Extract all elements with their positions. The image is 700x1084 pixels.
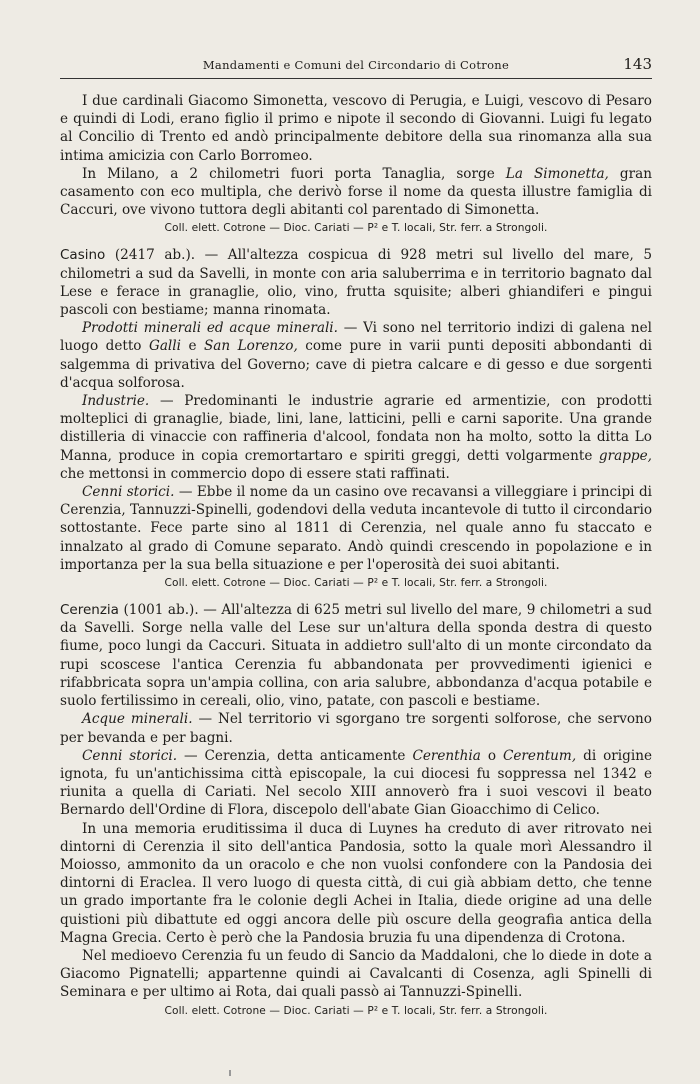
page-number: 143 bbox=[623, 55, 652, 73]
collegio-line: Coll. elett. Cotrone — Dioc. Cariati — P² e T. locali, Str. ferr. a Strongoli. bbox=[164, 1004, 548, 1017]
text-run: o bbox=[480, 747, 503, 764]
text-run: (2417 ab.). — All'altezza cospicua di 928 metri sul livello del mare, 5 chilometri a sud da Savelli, in monte con aria saluberrima e in territorio bagnato dal Lese e ferace in granaglie, olio, vino, frutta squisite; alberi ghiandiferi e pingui pascoli con bestiame; manna rinomata. bbox=[60, 247, 652, 319]
cerenzia-memoria-paragraph: In una memoria eruditissima il duca di Luynes ha creduto di aver ritrovato nei dintorni di Cerenzia il sito dell'antica Pandosia, sotto la quale morì Alessandro il Moiosso, ammonito da un oracolo e che non vuolsi confondere con la Pandosia dei dintorni di Eraclea. Il vero luogo di questa città, di cui già abbiam detto, che tenne un grado importante fra le colonie degli Achei in Italia, diede origine ad una delle quistioni più dibattute ed oggi ancora delle più oscure della geografia antica della Magna Grecia. Certo è però che la Pandosia bruzia fu una dipendenza di Crotona. bbox=[60, 820, 652, 946]
italic-place: Galli bbox=[148, 338, 181, 355]
italic-word: grappe, bbox=[598, 447, 652, 464]
running-header bbox=[60, 54, 652, 79]
casino-cenni-paragraph bbox=[60, 483, 652, 574]
casino-industrie-paragraph bbox=[60, 392, 652, 483]
italic-name: La Simonetta, bbox=[505, 165, 609, 182]
text-run: e bbox=[180, 338, 204, 355]
text-run: come pure in varii punti depositi abbondanti di salgemma di privativa del Governo; cave di pietra calcare e di gesso e due sorgenti d'acqua solforosa. bbox=[60, 338, 653, 391]
section-head: Industrie. bbox=[82, 393, 150, 410]
section-head: Prodotti minerali ed acque minerali. bbox=[82, 320, 338, 337]
section-head: Cenni storici. bbox=[82, 747, 178, 764]
italic-place: San Lorenzo, bbox=[203, 338, 298, 355]
running-title: Mandamenti e Comuni del Circondario di Cotrone bbox=[202, 58, 510, 72]
simonetta-milano-paragraph bbox=[60, 165, 652, 220]
cerenzia-cenni-paragraph bbox=[60, 747, 652, 820]
entry-casino bbox=[60, 246, 652, 319]
entry-heading-cerenzia: Cerenzia bbox=[60, 602, 119, 619]
simonetta-cardinals-paragraph: I due cardinali Giacomo Simonetta, vescovo di Perugia, e Luigi, vescovo di Pesaro e quindi di Lodi, erano figlio il primo e nipote il secondo di Giovanni. Luigi fu legato al Concilio di Trento ed andò principalmente debitore della sua rinomanza alla sua intima amicizia con Carlo Borromeo. bbox=[60, 93, 652, 164]
collegio-line: Coll. elett. Cotrone — Dioc. Cariati — P² e T. locali, Str. ferr. a Strongoli. bbox=[164, 577, 548, 590]
section-head: Acque minerali. bbox=[82, 711, 193, 728]
cerenzia-acque-paragraph bbox=[60, 710, 652, 746]
text-run: — Cerenzia, detta anticamente bbox=[177, 747, 413, 764]
page-body bbox=[60, 92, 652, 1029]
italic-name: Cerentum, bbox=[502, 747, 577, 764]
entry-cerenzia bbox=[60, 601, 652, 710]
casino-prodotti-paragraph bbox=[60, 319, 652, 392]
text-run: (1001 ab.). — All'altezza di 625 metri sul livello del mare, 9 chilometri a sud da Savelli. Sorge nella valle del Lese sur un'altura della sponda destra di questo fiume, poco lungi da Caccuri. Situata in addietro sull'alto di un monte circondato da rupi scoscese l'antica Cerenzia fu abbandonata per provvedimenti igienici e rifabbricata sopra un'ampia collina, con aria salubre, abbondanza d'acqua potabile e suolo fertilissimo in cereali, olio, vino, patate, con pascoli e bestiame. bbox=[60, 602, 652, 710]
section-head: Cenni storici. bbox=[82, 484, 175, 501]
italic-name: Cerenthia bbox=[412, 747, 481, 764]
print-speck bbox=[229, 1070, 231, 1076]
text-run: gran casamento con eco multipla, che derivò forse il nome da questa illustre famiglia di Caccuri, ove vivono tuttora degli abitanti col parentado di Simonetta. bbox=[60, 165, 652, 219]
collegio-line: Coll. elett. Cotrone — Dioc. Cariati — P² e T. locali, Str. ferr. a Strongoli. bbox=[164, 222, 548, 235]
text-run: — Ebbe il nome da un casino ove recavansi a villeggiare i principi di Cerenzia, Tannuzzi-Spinelli, godendovi della veduta incantevole di tutto il circondario sottostante. Fece parte sino al 1811 di Cerenzia, nel quale anno fu staccato e innalzato al grado di Comune separato. Andò quindi crescendo in popolazione e in importanza per la sua bella situazione e per l'operosità dei suoi abitanti. bbox=[60, 484, 652, 573]
text-run: In Milano, a 2 chilometri fuori porta Tanaglia, sorge bbox=[82, 165, 506, 182]
text-run: — Predominanti le industrie agrarie ed armentizie, con prodotti molteplici di granaglie, biade, lini, lane, latticini, pelli e carni saporite. Una grande distilleria di vinaccie con raffineria d'alcool, fondata non ha molto, sotto la ditta Lo Manna, produce in copia cremortartaro e spiriti greggi, detti volgarmente bbox=[60, 393, 652, 464]
text-run: di origine ignota, fu un'antichissima città episcopale, la cui diocesi fu soppressa nel 1342 e riunita a quella di Cariati. Nel secolo XIII annoverò fra i suoi vescovi il beato Bernardo dell'Ordine di Flora, discepolo dell'abate Gian Gioacchimo di Celico. bbox=[60, 747, 652, 819]
text-run: — Nel territorio vi sgorgano tre sorgenti solforose, che servono per bevanda e per bagni. bbox=[60, 711, 652, 746]
text-run: che mettonsi in commercio dopo di essere stati raffinati. bbox=[60, 465, 450, 482]
cerenzia-medioevo-paragraph: Nel medioevo Cerenzia fu un feudo di Sancio da Maddaloni, che lo diede in dote a Giacomo Pignatelli; appartenne quindi ai Cavalcanti di Cosenza, agli Spinelli di Seminara e per ultimo ai Rota, dai quali passò ai Tannuzzi-Spinelli. bbox=[60, 947, 652, 1001]
text-run: — Vi sono nel territorio indizi di galena nel luogo detto bbox=[60, 320, 653, 355]
entry-heading-casino: Casino bbox=[60, 247, 106, 264]
